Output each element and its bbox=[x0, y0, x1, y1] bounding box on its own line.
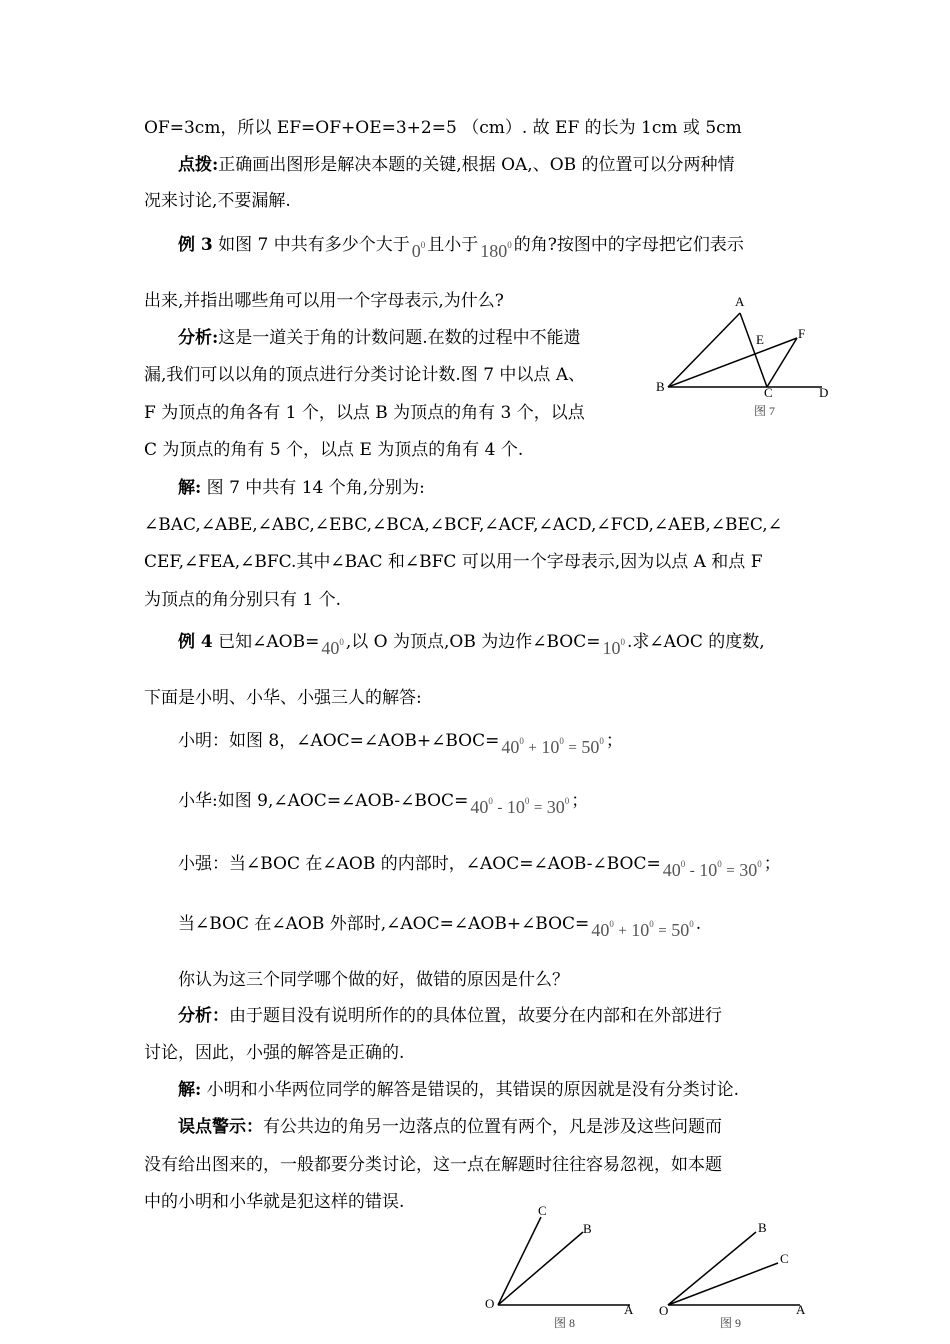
text-line: 况来讨论,不要漏解. bbox=[144, 191, 291, 211]
text: 当∠BOC 在∠AOB 外部时,∠AOC=∠AOB+∠BOC= bbox=[178, 914, 590, 934]
solution-paragraph-2 bbox=[178, 1080, 739, 1100]
point-B: B bbox=[758, 1220, 767, 1235]
point-B: B bbox=[656, 379, 665, 394]
text: 的角?按图中的字母把它们表示 bbox=[513, 235, 744, 255]
text-line: 为顶点的角分别只有 1 个. bbox=[144, 590, 342, 610]
text-line: 讨论，因此，小强的解答是正确的. bbox=[144, 1043, 405, 1063]
math-0deg: $0^0$ bbox=[411, 240, 426, 261]
text: 小明：如图 8，∠AOC=∠AOB+∠BOC= bbox=[178, 731, 500, 751]
point-D: D bbox=[819, 385, 829, 400]
text: 由于题目没有说明所作的的具体位置，故要分在内部和在外部进行 bbox=[229, 1006, 722, 1026]
point-C: C bbox=[780, 1251, 789, 1266]
xiaoqiang-answer-2: 当∠BOC 在∠AOB 外部时,∠AOC=∠AOB+∠BOC= $40^0 + 10^0 = 50^0$ . bbox=[178, 914, 702, 940]
example-label: 例 3 bbox=[178, 235, 213, 255]
text-line: 出来,并指出哪些角可以用一个字母表示,为什么? bbox=[144, 291, 504, 311]
text: 图 7 中共有 14 个角,分别为: bbox=[201, 478, 425, 498]
point-C: C bbox=[764, 385, 773, 400]
text-line: ∠BAC,∠ABE,∠ABC,∠EBC,∠BCA,∠BCF,∠ACF,∠ACD,∠FCD,∠AEB,∠BEC,∠ bbox=[144, 515, 782, 535]
text-line: F 为顶点的角各有 1 个，以点 B 为顶点的角有 3 个，以点 bbox=[144, 403, 585, 423]
text: 小华:如图 9,∠AOC=∠AOB-∠BOC= bbox=[178, 791, 469, 811]
text: 小明和小华两位同学的解答是错误的，其错误的原因就是没有分类讨论. bbox=[201, 1080, 740, 1100]
warning-label: 误点警示： bbox=[178, 1117, 263, 1137]
xiaoming-answer: 小明：如图 8，∠AOC=∠AOB+∠BOC= $40^0 + 10^0 = 50^0$ ； bbox=[178, 731, 623, 757]
text: 有公共边的角另一边落点的位置有两个，凡是涉及这些问题而 bbox=[263, 1117, 722, 1137]
text-line: C 为顶点的角有 5 个，以点 E 为顶点的角有 4 个. bbox=[144, 440, 524, 460]
text: ,以 O 为顶点,OB 为边作∠BOC= bbox=[345, 632, 601, 652]
xiaoqiang-answer-1: 小强：当∠BOC 在∠AOB 的内部时，∠AOC=∠AOB-∠BOC= $40^0 - 10^0 = 30^0$ ； bbox=[178, 854, 781, 880]
math-expr: $40^0 + 10^0 = 50^0$ bbox=[591, 919, 694, 940]
point-A: A bbox=[796, 1302, 806, 1317]
point-O: O bbox=[485, 1296, 495, 1311]
text-line: 中的小明和小华就是犯这样的错误. bbox=[144, 1192, 405, 1212]
text: 已知∠AOB= bbox=[212, 632, 320, 652]
figure-caption: 图 7 bbox=[754, 404, 776, 418]
math-180deg: $180^0$ bbox=[480, 240, 512, 261]
text-line: OF=3cm，所以 EF=OF+OE=3+2=5 （cm）. 故 EF 的长为 1cm 或 5cm bbox=[144, 118, 742, 138]
figure-9 bbox=[650, 1195, 830, 1344]
math-expr: $40^0 + 10^0 = 50^0$ bbox=[501, 736, 604, 757]
example-4 bbox=[178, 627, 765, 658]
point-E: E bbox=[756, 332, 764, 347]
text-line: 下面是小明、小华、小强三人的解答: bbox=[144, 688, 422, 708]
warning-paragraph bbox=[178, 1117, 722, 1137]
example-label: 例 4 bbox=[178, 632, 213, 652]
text: 如图 7 中共有多少个大于 bbox=[212, 235, 410, 255]
point-B: B bbox=[583, 1221, 592, 1236]
math-40deg: $40^0$ bbox=[321, 637, 344, 658]
solution-label: 解: bbox=[178, 1080, 202, 1100]
text: 这是一道关于角的计数问题.在数的过程中不能遗 bbox=[218, 328, 581, 348]
example-3 bbox=[178, 230, 744, 261]
analysis-label: 分析： bbox=[178, 1006, 229, 1026]
point-A: A bbox=[624, 1302, 634, 1317]
point-A: A bbox=[735, 294, 745, 309]
math-expr: $40^0 - 10^0 = 30^0$ bbox=[662, 859, 762, 880]
text-line: 漏,我们可以以角的顶点进行分类讨论计数.图 7 中以点 A、 bbox=[144, 365, 586, 385]
solution-paragraph bbox=[178, 478, 425, 498]
solution-label: 解: bbox=[178, 478, 202, 498]
figure-caption: 图 8 bbox=[554, 1316, 576, 1330]
figure-caption: 图 9 bbox=[720, 1316, 742, 1330]
point-F: F bbox=[798, 326, 806, 341]
text: .求∠AOC 的度数, bbox=[627, 632, 765, 652]
figure-7 bbox=[650, 290, 840, 420]
text-line: CEF,∠FEA,∠BFC.其中∠BAC 和∠BFC 可以用一个字母表示,因为以点 A 和点 F bbox=[144, 552, 763, 572]
tip-label: 点拨: bbox=[178, 155, 219, 175]
math-10deg: $10^0$ bbox=[602, 637, 625, 658]
tip-paragraph bbox=[178, 155, 735, 175]
text: 正确画出图形是解决本题的关键,根据 OA,、OB 的位置可以分两种情 bbox=[218, 155, 735, 175]
point-O: O bbox=[659, 1303, 669, 1318]
text-line: 没有给出图来的，一般都要分类讨论，这一点在解题时往往容易忽视，如本题 bbox=[144, 1155, 722, 1175]
figure-8 bbox=[470, 1195, 650, 1344]
analysis-label: 分析: bbox=[178, 328, 219, 348]
analysis-paragraph-2 bbox=[178, 1006, 722, 1026]
math-expr: $40^0 - 10^0 = 30^0$ bbox=[470, 796, 570, 817]
text: 小强：当∠BOC 在∠AOB 的内部时，∠AOC=∠AOB-∠BOC= bbox=[178, 854, 661, 874]
text: 且小于 bbox=[427, 235, 479, 255]
point-C: C bbox=[538, 1203, 547, 1218]
question-line: 你认为这三个同学哪个做的好，做错的原因是什么？ bbox=[178, 970, 569, 990]
analysis-paragraph bbox=[178, 328, 581, 348]
xiaohua-answer: 小华:如图 9,∠AOC=∠AOB-∠BOC= $40^0 - 10^0 = 30^0$ ； bbox=[178, 791, 589, 817]
